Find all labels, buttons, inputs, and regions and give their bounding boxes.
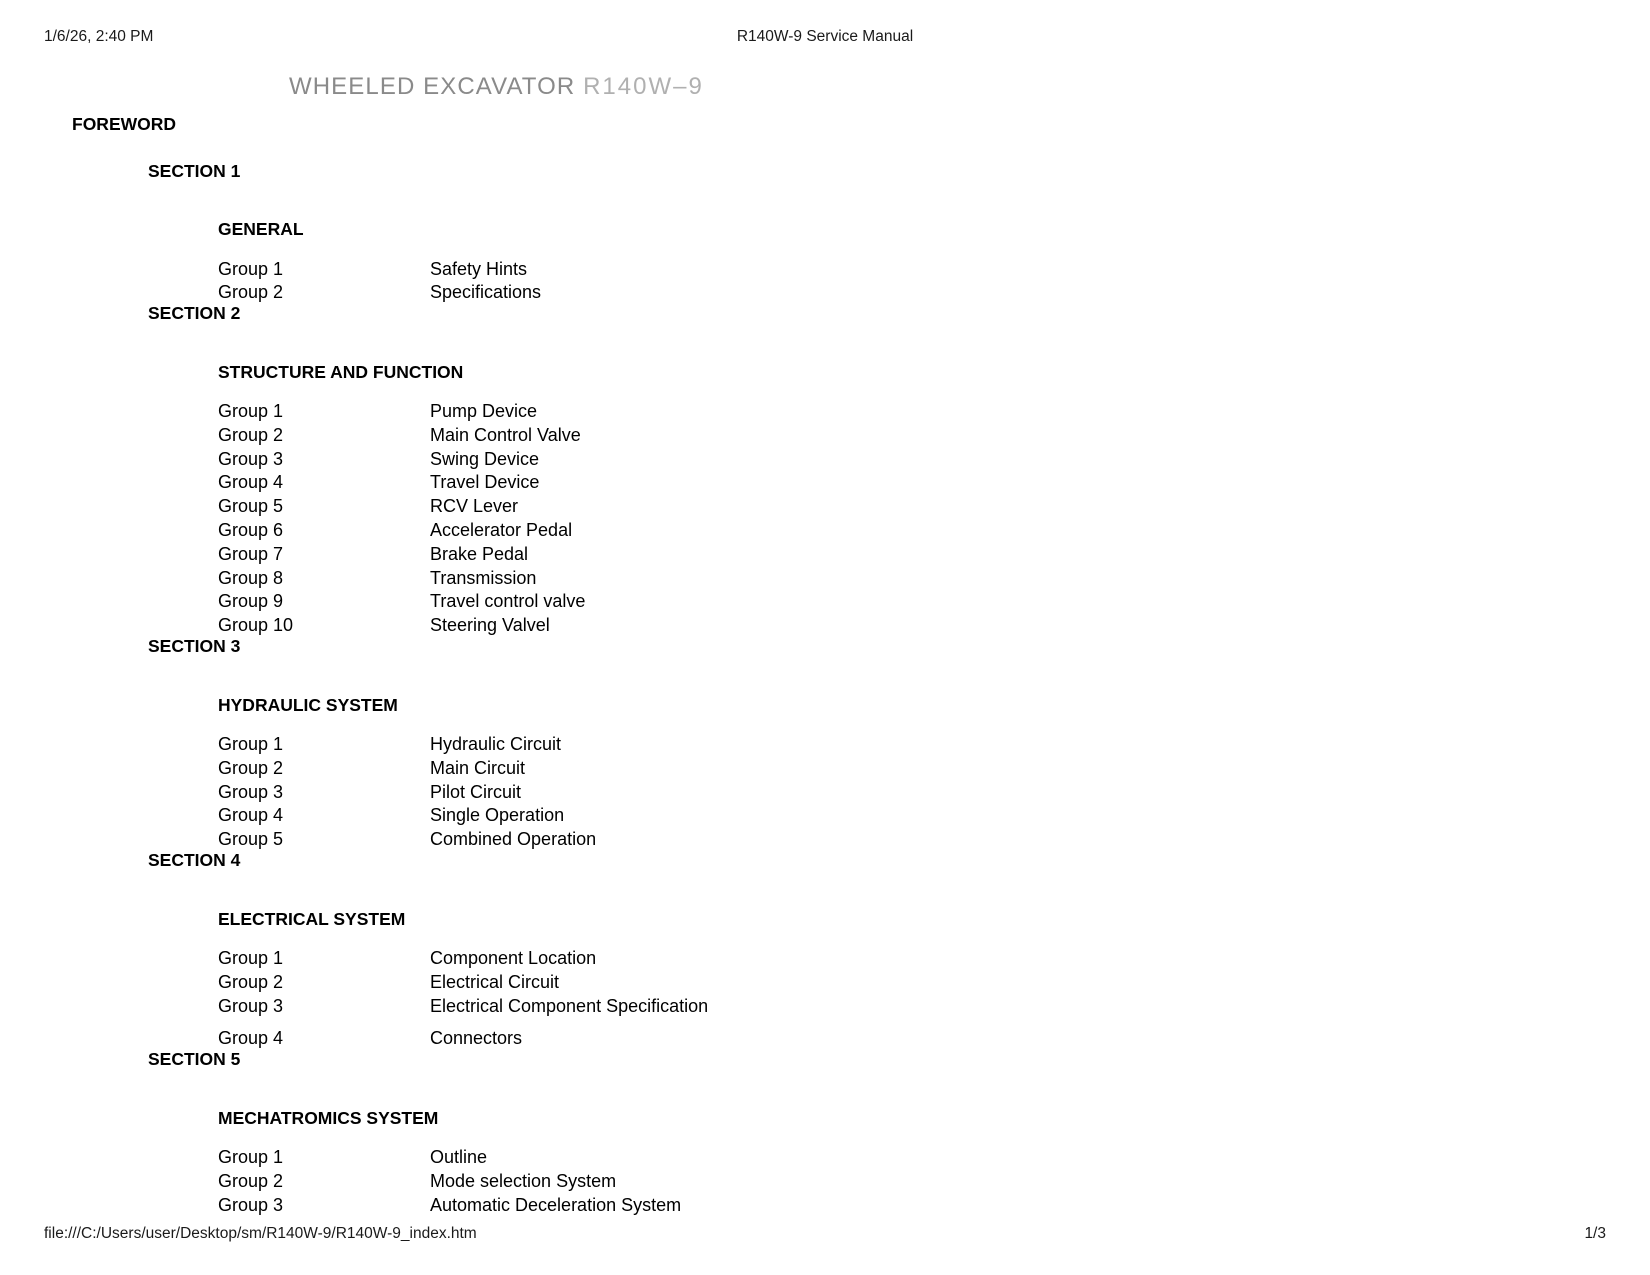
print-footer-url: file:///C:/Users/user/Desktop/sm/R140W-9/R140W-9_index.htm bbox=[44, 1225, 477, 1242]
group-row[interactable] bbox=[218, 614, 585, 638]
section-block bbox=[0, 305, 1650, 638]
group-row[interactable] bbox=[218, 804, 596, 828]
group-number: Group 1 bbox=[218, 258, 284, 279]
group-list bbox=[218, 258, 541, 306]
group-number: Group 10 bbox=[218, 615, 294, 636]
group-name[interactable]: Specifications bbox=[430, 282, 542, 303]
group-row[interactable] bbox=[218, 1170, 681, 1194]
group-number: Group 9 bbox=[218, 591, 284, 612]
section-label[interactable]: SECTION 2 bbox=[148, 303, 241, 324]
print-header-timestamp: 1/6/26, 2:40 PM bbox=[44, 28, 154, 45]
group-number: Group 1 bbox=[218, 401, 284, 422]
group-name[interactable]: Component Location bbox=[430, 948, 597, 969]
group-number: Group 4 bbox=[218, 1028, 284, 1049]
foreword-label: FOREWORD bbox=[72, 114, 177, 134]
spacer bbox=[0, 870, 1650, 911]
sections-container bbox=[0, 134, 1650, 1218]
group-number: Group 2 bbox=[218, 282, 284, 303]
print-footer-page-number: 1/3 bbox=[1584, 1225, 1606, 1242]
spacer bbox=[0, 323, 1650, 364]
group-row[interactable] bbox=[218, 471, 585, 495]
spacer-cell bbox=[218, 1018, 708, 1027]
group-number: Group 3 bbox=[218, 1194, 284, 1215]
print-header-title: R140W-9 Service Manual bbox=[736, 28, 914, 45]
group-number: Group 2 bbox=[218, 424, 284, 445]
group-name[interactable]: Swing Device bbox=[430, 448, 540, 469]
section-block bbox=[0, 638, 1650, 852]
group-name[interactable]: Brake Pedal bbox=[430, 543, 529, 564]
group-row[interactable] bbox=[218, 495, 585, 519]
group-number: Group 3 bbox=[218, 448, 284, 469]
print-header bbox=[0, 28, 1650, 50]
group-row[interactable] bbox=[218, 995, 708, 1019]
group-row[interactable] bbox=[218, 781, 596, 805]
spacer bbox=[0, 1069, 1650, 1110]
group-number: Group 3 bbox=[218, 995, 284, 1016]
group-name[interactable]: Steering Valvel bbox=[430, 615, 550, 636]
group-row[interactable] bbox=[218, 424, 585, 448]
section-block bbox=[0, 852, 1650, 1051]
section-label[interactable]: SECTION 3 bbox=[148, 636, 241, 657]
group-row[interactable] bbox=[218, 733, 596, 757]
group-row[interactable] bbox=[218, 947, 708, 971]
section-block bbox=[0, 1051, 1650, 1217]
group-row[interactable] bbox=[218, 281, 541, 305]
group-name[interactable]: Accelerator Pedal bbox=[430, 520, 573, 541]
section-heading[interactable]: ELECTRICAL SYSTEM bbox=[218, 908, 406, 929]
group-name[interactable]: Combined Operation bbox=[430, 829, 597, 850]
group-list bbox=[218, 400, 585, 638]
group-number: Group 3 bbox=[218, 781, 284, 802]
group-name[interactable]: Electrical Component Specification bbox=[430, 995, 709, 1016]
group-number: Group 2 bbox=[218, 757, 284, 778]
group-name[interactable]: Mode selection System bbox=[430, 1171, 617, 1192]
section-label[interactable]: SECTION 5 bbox=[148, 1049, 241, 1070]
group-row[interactable] bbox=[218, 400, 585, 424]
group-row[interactable] bbox=[218, 258, 541, 282]
document-title-model: R140W–9 bbox=[583, 73, 704, 100]
group-number: Group 5 bbox=[218, 496, 284, 517]
group-number: Group 7 bbox=[218, 543, 284, 564]
section-heading[interactable]: HYDRAULIC SYSTEM bbox=[218, 694, 398, 715]
group-row[interactable] bbox=[218, 1194, 681, 1218]
spacer bbox=[0, 134, 1650, 163]
group-name[interactable]: Main Circuit bbox=[430, 757, 526, 778]
group-number: Group 5 bbox=[218, 829, 284, 850]
group-row[interactable] bbox=[218, 543, 585, 567]
spacer-row bbox=[218, 1018, 708, 1027]
group-name[interactable]: Outline bbox=[430, 1147, 488, 1168]
group-list bbox=[218, 947, 708, 1051]
group-number: Group 1 bbox=[218, 1147, 284, 1168]
table-of-contents bbox=[0, 116, 1650, 1218]
group-name[interactable]: Single Operation bbox=[430, 805, 565, 826]
spacer bbox=[0, 656, 1650, 697]
section-heading[interactable]: MECHATROMICS SYSTEM bbox=[218, 1107, 439, 1128]
group-name[interactable]: Automatic Deceleration System bbox=[430, 1194, 682, 1215]
spacer bbox=[0, 381, 1650, 400]
section-heading[interactable]: GENERAL bbox=[218, 219, 304, 239]
group-number: Group 4 bbox=[218, 805, 284, 826]
group-row[interactable] bbox=[218, 757, 596, 781]
group-row[interactable] bbox=[218, 828, 596, 852]
spacer bbox=[0, 180, 1650, 221]
group-number: Group 6 bbox=[218, 520, 284, 541]
group-number: Group 2 bbox=[218, 971, 284, 992]
group-name[interactable]: Pump Device bbox=[430, 401, 538, 422]
group-row[interactable] bbox=[218, 567, 585, 591]
document-title bbox=[289, 75, 704, 99]
group-name[interactable]: Safety Hints bbox=[430, 258, 528, 279]
group-row[interactable] bbox=[218, 519, 585, 543]
group-name[interactable]: Transmission bbox=[430, 567, 537, 588]
spacer bbox=[0, 928, 1650, 947]
group-name[interactable]: Pilot Circuit bbox=[430, 781, 522, 802]
group-name[interactable]: RCV Lever bbox=[430, 496, 519, 517]
group-row[interactable] bbox=[218, 590, 585, 614]
group-number: Group 4 bbox=[218, 472, 284, 493]
group-row[interactable] bbox=[218, 448, 585, 472]
section-label[interactable]: SECTION 4 bbox=[148, 850, 241, 871]
group-name[interactable]: Travel control valve bbox=[430, 591, 586, 612]
group-name[interactable]: Connectors bbox=[430, 1028, 523, 1049]
group-row[interactable] bbox=[218, 1027, 708, 1051]
section-heading[interactable]: STRUCTURE AND FUNCTION bbox=[218, 361, 464, 382]
group-name[interactable]: Main Control Valve bbox=[430, 424, 581, 445]
group-row[interactable] bbox=[218, 1146, 681, 1170]
group-name[interactable]: Travel Device bbox=[430, 472, 540, 493]
spacer bbox=[0, 1127, 1650, 1146]
spacer bbox=[0, 239, 1650, 258]
group-list bbox=[218, 733, 596, 852]
spacer bbox=[0, 714, 1650, 733]
section-label[interactable]: SECTION 1 bbox=[148, 160, 241, 181]
group-number: Group 8 bbox=[218, 567, 284, 588]
print-footer bbox=[0, 1225, 1650, 1247]
section-block bbox=[0, 134, 1650, 306]
group-number: Group 2 bbox=[218, 1171, 284, 1192]
document-title-main: WHEELED EXCAVATOR bbox=[289, 73, 576, 100]
group-number: Group 1 bbox=[218, 734, 284, 755]
group-name[interactable]: Electrical Circuit bbox=[430, 971, 560, 992]
group-row[interactable] bbox=[218, 971, 708, 995]
group-number: Group 1 bbox=[218, 948, 284, 969]
group-name[interactable]: Hydraulic Circuit bbox=[430, 734, 562, 755]
group-list bbox=[218, 1146, 681, 1217]
